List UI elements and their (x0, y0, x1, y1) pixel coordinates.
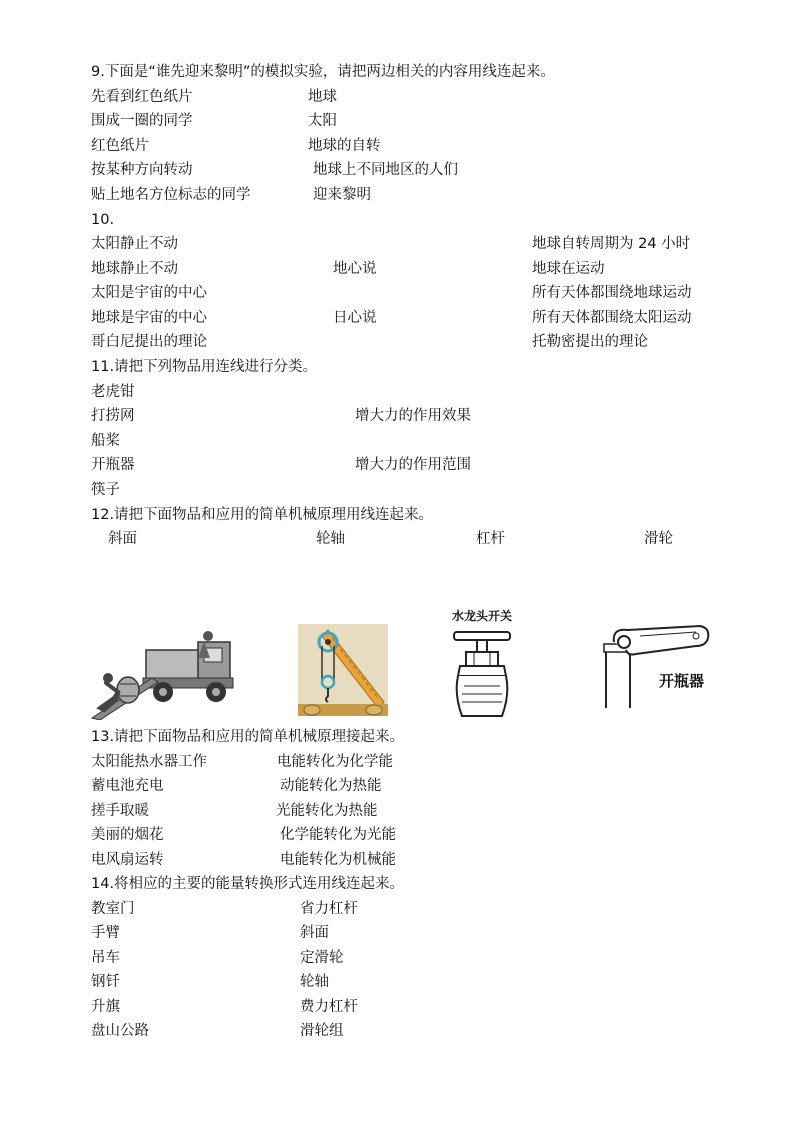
opener-caption: 开瓶器 (659, 672, 705, 690)
q10-middle-item: 日心说 (333, 310, 377, 326)
q14-right-item: 斜面 (300, 925, 329, 941)
q13-title: 13.请把下面物品和应用的简单机械原理接起来。 (91, 729, 405, 745)
q9-left-item: 围成一圈的同学 (91, 113, 193, 129)
q14-right-item: 滑轮组 (300, 1023, 344, 1039)
q14-left-item: 教室门 (91, 901, 135, 917)
q13-left-item: 电风扇运转 (91, 852, 164, 868)
q9-left-item: 按某种方向转动 (91, 162, 193, 178)
q9-left-item: 贴上地名方位标志的同学 (91, 187, 251, 203)
truck-ramp-image (88, 628, 236, 720)
q11-title: 11.请把下列物品用连线进行分类。 (91, 359, 318, 375)
q14-right-item: 省力杠杆 (300, 901, 358, 917)
q9-right-item: 迎来黎明 (313, 187, 371, 203)
q14-right-item: 费力杠杆 (300, 999, 358, 1015)
q13-right-item: 电能转化为化学能 (277, 754, 393, 770)
q10-right-item: 托勒密提出的理论 (532, 334, 648, 350)
q13-left-item: 搓手取暖 (91, 803, 149, 819)
q13-left-item: 蓄电池充电 (91, 778, 164, 794)
q13-right-item: 电能转化为机械能 (280, 852, 396, 868)
q11-left-item: 开瓶器 (91, 457, 135, 473)
q10-left-item: 哥白尼提出的理论 (91, 334, 207, 350)
q10-left-item: 地球是宇宙的中心 (91, 310, 207, 326)
q11-right-item: 增大力的作用效果 (355, 408, 471, 424)
q14-left-item: 盘山公路 (91, 1023, 149, 1039)
bottle-opener-image (600, 620, 712, 708)
q14-left-item: 升旗 (91, 999, 120, 1015)
q12-title: 12.请把下面物品和应用的简单机械原理用线连起来。 (91, 507, 434, 523)
faucet-caption: 水龙头开关 (452, 609, 513, 623)
q9-title: 9.下面是“谁先迎来黎明”的模拟实验，请把两边相关的内容用线连起来。 (91, 64, 555, 80)
q12-label-wheel-axle: 轮轴 (316, 531, 345, 547)
faucet-image (444, 624, 524, 718)
q14-left-item: 钢钎 (91, 974, 120, 990)
q14-right-item: 定滑轮 (300, 950, 344, 966)
q11-left-item: 筷子 (91, 482, 120, 498)
q9-right-item: 地球的自转 (308, 138, 381, 154)
q9-right-item: 地球 (308, 89, 337, 105)
q9-right-item: 太阳 (308, 113, 337, 129)
q13-right-item: 化学能转化为光能 (280, 827, 396, 843)
q11-left-item: 打捞网 (91, 408, 135, 424)
q10-title: 10. (91, 212, 115, 228)
q10-right-item: 所有天体都围绕地球运动 (532, 285, 692, 301)
q10-left-item: 地球静止不动 (91, 261, 178, 277)
q14-right-item: 轮轴 (300, 974, 329, 990)
q10-right-item: 所有天体都围绕太阳运动 (532, 310, 692, 326)
q11-left-item: 船桨 (91, 433, 120, 449)
q10-right-item: 地球自转周期为 24 小时 (532, 236, 691, 252)
q10-middle-item: 地心说 (333, 261, 377, 277)
crane-pulley-image (298, 624, 388, 716)
q10-right-item: 地球在运动 (532, 261, 605, 277)
q13-right-item: 光能转化为热能 (276, 803, 378, 819)
q9-right-item: 地球上不同地区的人们 (313, 162, 458, 178)
q12-label-pulley: 滑轮 (644, 531, 673, 547)
q12-label-incline: 斜面 (108, 531, 137, 547)
q14-left-item: 手臂 (91, 925, 120, 941)
q13-left-item: 美丽的烟花 (91, 827, 164, 843)
q10-left-item: 太阳是宇宙的中心 (91, 285, 207, 301)
q13-right-item: 动能转化为热能 (280, 778, 382, 794)
q9-left-item: 红色纸片 (91, 138, 149, 154)
q13-left-item: 太阳能热水器工作 (91, 754, 207, 770)
q12-label-lever: 杠杆 (476, 531, 505, 547)
q14-title: 14.将相应的主要的能量转换形式连用线连起来。 (91, 876, 405, 892)
q14-left-item: 吊车 (91, 950, 120, 966)
q11-left-item: 老虎钳 (91, 384, 135, 400)
q11-right-item: 增大力的作用范围 (355, 457, 471, 473)
q10-left-item: 太阳静止不动 (91, 236, 178, 252)
q9-left-item: 先看到红色纸片 (91, 89, 193, 105)
